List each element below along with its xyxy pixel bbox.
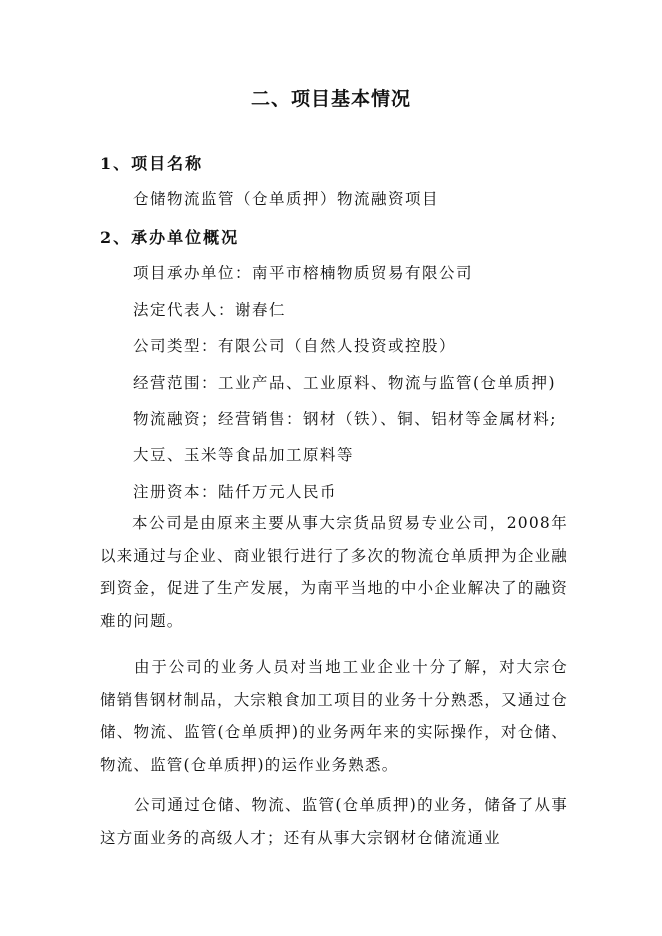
paragraph-talent-reserve: 公司通过仓储、物流、监管(仓单质押)的业务，储备了从事这方面业务的高级人才；还有从事大宗钢材仓储流通业 bbox=[100, 796, 568, 847]
heading-unit-overview: 2、承办单位概况 bbox=[100, 228, 240, 247]
company-type-line: 公司类型：有限公司（自然人投资或控股） bbox=[133, 337, 457, 355]
business-scope-line-2: 物流融资；经营销售：钢材（铁）、铜、铝材等金属材料; bbox=[133, 410, 557, 428]
paragraph-business-familiarity: 由于公司的业务人员对当地工业企业十分了解，对大宗仓储销售钢材制品，大宗粮食加工项目的业务十分熟悉，又通过仓储、物流、监管(仓单质押)的业务两年来的实际操作，对仓储、物流、监管(仓单质押)的运作业务熟悉。 bbox=[100, 658, 568, 774]
legal-representative-line: 法定代表人：谢春仁 bbox=[133, 301, 287, 319]
paragraph-company-history: 本公司是由原来主要从事大宗货品贸易专业公司，2008年以来通过与企业、商业银行进行了多次的物流仓单质押为企业融到资金，促进了生产发展，为南平当地的中小企业解决了的融资难的问题。 bbox=[100, 514, 568, 630]
heading-project-name: 1、项目名称 bbox=[100, 154, 204, 173]
section-title: 二、项目基本情况 bbox=[250, 88, 411, 110]
business-scope-line-3: 大豆、玉米等食品加工原料等 bbox=[133, 446, 355, 464]
project-name-text: 仓储物流监管（仓单质押）物流融资项目 bbox=[133, 190, 440, 208]
business-scope-line-1: 经营范围：工业产品、工业原料、物流与监管(仓单质押) bbox=[133, 374, 557, 392]
unit-name-line: 项目承办单位：南平市榕楠物质贸易有限公司 bbox=[133, 264, 474, 282]
registered-capital-line: 注册资本：陆仟万元人民币 bbox=[133, 483, 338, 501]
